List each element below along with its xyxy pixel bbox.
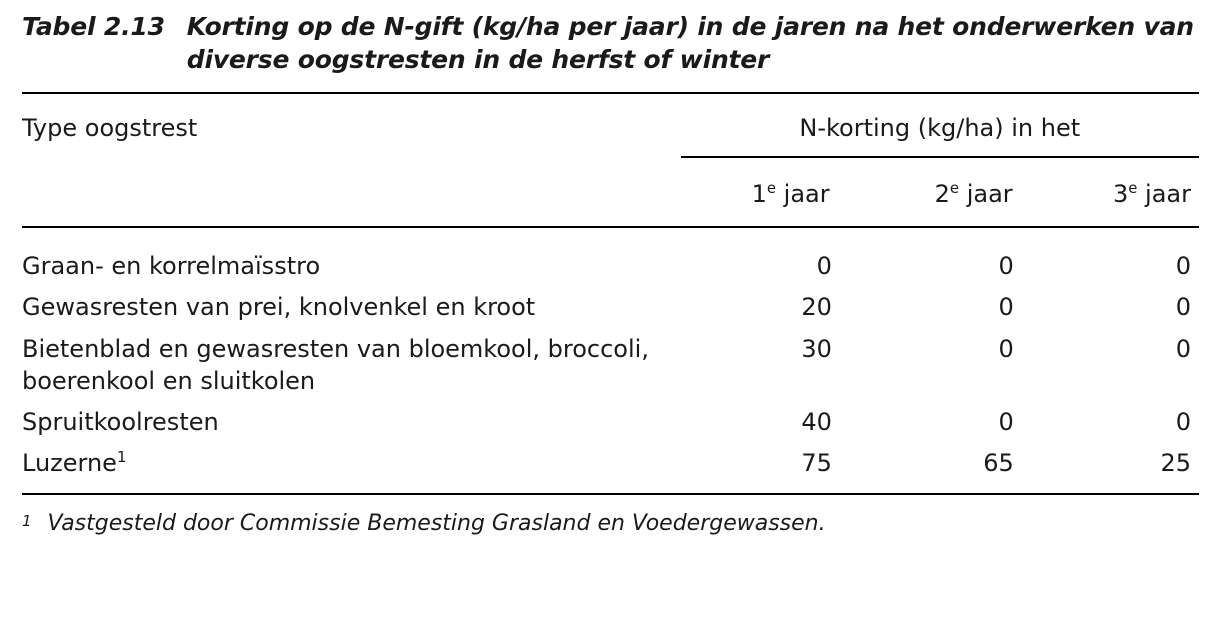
row-label: Graan- en korrelmaïsstro — [22, 252, 321, 281]
column-header-year-3 — [1047, 166, 1199, 226]
row-value-year2: 0 — [998, 252, 1014, 281]
row-value-empty — [866, 365, 1048, 397]
table-row — [22, 228, 1199, 282]
row-value-year3: 0 — [1175, 293, 1191, 322]
row-label: Gewasresten van prei, knolvenkel en kroot — [22, 293, 536, 322]
table-head — [22, 94, 1199, 226]
caption-label: Tabel 2.13 — [22, 12, 165, 41]
row-value-year1: 20 — [801, 293, 832, 322]
year-3-number: 3 — [1112, 180, 1129, 209]
table-head-row-years — [22, 166, 1199, 226]
data-table — [22, 94, 1199, 226]
table-rule-bottom — [22, 493, 1199, 495]
row-value-year3: 0 — [1175, 407, 1191, 436]
table-body — [22, 228, 1199, 479]
row-value-year3: 0 — [1175, 252, 1191, 281]
row-value-year2: 0 — [998, 407, 1014, 436]
row-value-year2: 0 — [998, 293, 1014, 322]
year-1-number: 1 — [751, 180, 767, 209]
year-3-suffix: jaar — [1137, 180, 1191, 209]
row-value-empty — [1048, 365, 1199, 397]
footnote-text: Vastgesteld door Commissie Bemesting Grasland en Voedergewassen. — [47, 511, 826, 537]
column-header-type: Type oogstrest — [22, 114, 198, 142]
row-value-year1: 0 — [816, 252, 832, 281]
row-label-footnote-marker: 1 — [116, 448, 127, 467]
row-value-year2: 65 — [983, 449, 1014, 478]
year-1-sup: e — [766, 179, 777, 198]
year-2-number: 2 — [934, 180, 950, 209]
row-value-year2: 0 — [998, 334, 1014, 363]
row-label: Spruitkoolresten — [22, 407, 219, 436]
column-header-year-2 — [864, 166, 1047, 226]
table-row — [22, 324, 1199, 365]
row-label-text: Luzerne — [22, 449, 117, 478]
row-value-year1: 75 — [801, 449, 832, 478]
table-row — [22, 438, 1199, 479]
column-group-header — [681, 94, 1199, 166]
column-header-year-1 — [681, 166, 864, 226]
row-label: Bietenblad en gewasresten van bloemkool, broccoli, — [22, 334, 649, 363]
row-value-year1: 40 — [801, 407, 832, 436]
table-row — [22, 282, 1199, 323]
row-value-year3: 0 — [1175, 334, 1191, 363]
table-row-continuation — [22, 365, 1199, 397]
table-row — [22, 397, 1199, 438]
caption-text: Korting op de N-gift (kg/ha per jaar) in de jaren na het onderwerken van diverse oogstresten in de herfst of winter — [186, 12, 1194, 74]
year-2-suffix: jaar — [959, 180, 1013, 209]
footnote-marker: 1 — [22, 512, 32, 531]
row-value-year1: 30 — [801, 334, 832, 363]
column-header-type-spacer — [22, 166, 681, 226]
table-footnote — [22, 510, 1199, 539]
row-value-empty — [684, 365, 866, 397]
row-label — [22, 438, 684, 479]
year-2-sup: e — [949, 179, 960, 198]
table-caption — [22, 10, 1199, 76]
data-table-body — [22, 228, 1199, 479]
column-group-header-label: N-korting (kg/ha) in het — [681, 112, 1199, 158]
row-value-year3: 25 — [1160, 449, 1191, 478]
row-label-continuation: boerenkool en sluitkolen — [22, 366, 316, 395]
year-3-sup: e — [1128, 179, 1138, 198]
year-1-suffix: jaar — [776, 180, 830, 209]
table-head-row-group — [22, 94, 1199, 166]
